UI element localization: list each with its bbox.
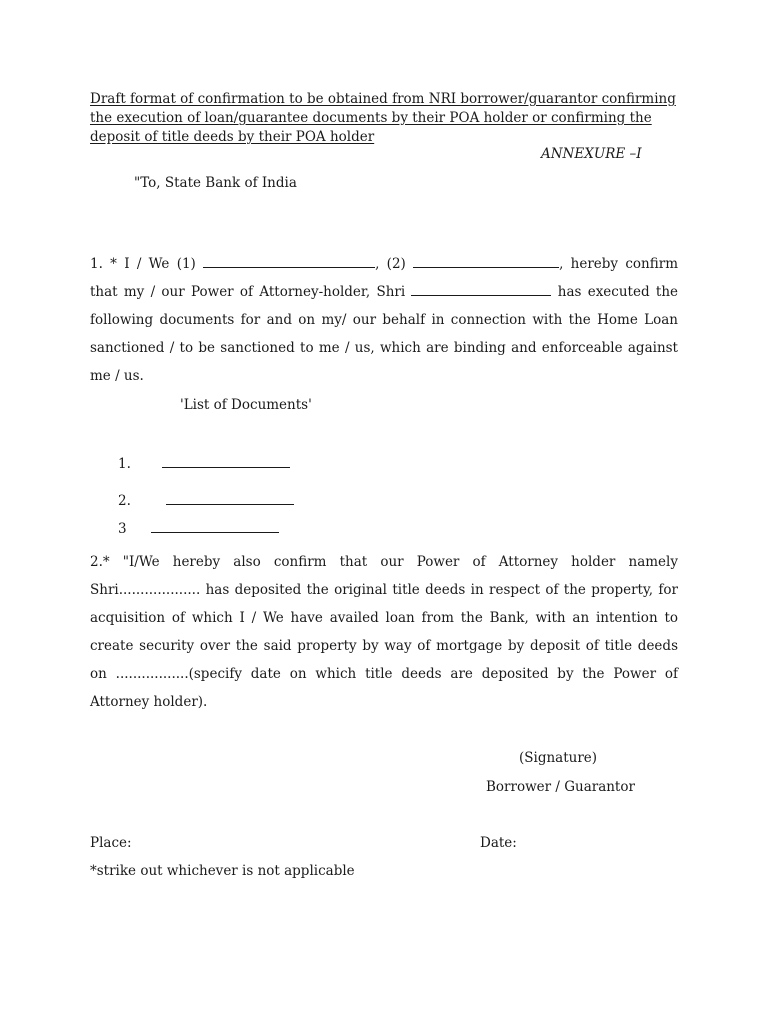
para1-text-3: , hereby confirm that my / our Power of Attorney-holder, Shri [90,256,678,300]
list-item-blank [151,518,279,533]
para1-text-2: , (2) [375,256,414,272]
signature-label: (Signature) [519,750,598,766]
borrower-1-name-blank [203,253,375,268]
para1-text-1: 1. * I / We (1) [90,256,204,272]
list-item-blank [162,453,290,468]
borrower-2-name-blank [413,253,559,268]
list-item-number: 2. [118,493,131,509]
annexure-label: ANNEXURE –I [541,146,642,162]
date-label: Date: [480,835,517,851]
document-list-item [118,518,279,537]
document-list-item [118,490,294,509]
list-of-documents-title: 'List of Documents' [180,397,312,413]
confirmation-paragraph-1 [90,250,678,390]
signatory-label: Borrower / Guarantor [486,779,635,795]
footnote: *strike out whichever is not applicable [90,863,355,879]
list-item-number: 3 [118,521,127,537]
confirmation-paragraph-2: 2.* "I/We hereby also confirm that our Power of Attorney holder namely Shri................... has deposited the original title deeds in respect of the property, for acquisition of which I / We have availed loan from the Bank, with an intention to create security over the said property by way of mortgage by deposit of title deeds on .................(specify date on which title deeds are deposited by the Power of Attorney holder). [90,554,678,710]
place-label: Place: [90,835,132,851]
addressee: "To, State Bank of India [134,175,297,191]
poa-holder-name-blank [411,281,551,296]
document-list-item [118,453,290,472]
list-item-number: 1. [118,456,131,472]
list-item-blank [166,490,294,505]
document-heading: Draft format of confirmation to be obtained from NRI borrower/guarantor confirming the execution of loan/guarantee documents by their POA holder or confirming the deposit of title deeds by their POA holder [90,91,676,145]
para1-text-4: has executed the following documents for and on my/ our behalf in connection with the Home Loan sanctioned / to be sanctioned to me / us, which are binding and enforceable against me / us. [90,284,679,384]
